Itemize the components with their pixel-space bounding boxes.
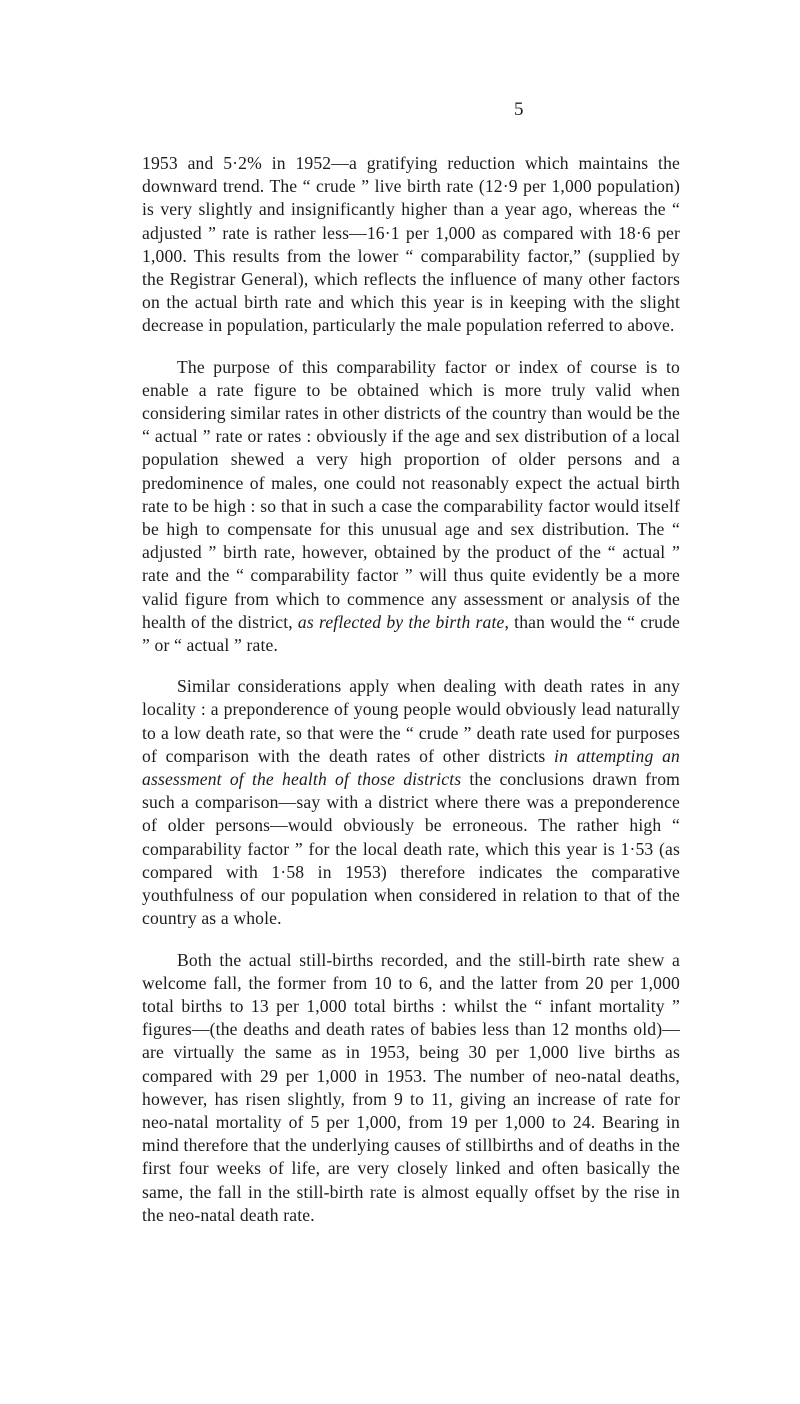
paragraph-comparability-factor [142, 356, 680, 658]
paragraph-text: the conclusions drawn from such a comparison—say with a district where there was a preponderence of older persons—would obviously be erroneous. The rather high “ comparability factor ” for the local death rate, which this year is 1·53 (as compared with 1·58 in 1953) therefore indicates the comparative youthfulness of our population when considered in relation to that of the country as a whole. [142, 769, 680, 929]
paragraph-still-births: Both the actual still-births recorded, and the still-birth rate shew a welcome fall, the former from 10 to 6, and the latter from 20 per 1,000 total births to 13 per 1,000 total births : whilst the “ infant mortality ” figures—(the deaths and death rates of babies less than 12 months old)—are virtually the same as in 1953, being 30 per 1,000 live births as compared with 29 per 1,000 in 1953. The number of neo-natal deaths, however, has risen slightly, from 9 to 11, giving an increase of rate for neo-natal mortality of 5 per 1,000, from 19 per 1,000 to 24. Bearing in mind therefore that the underlying causes of stillbirths and of deaths in the first four weeks of life, are very closely linked and often basically the same, the fall in the still-birth rate is almost equally offset by the rise in the neo-natal death rate. [142, 949, 680, 1225]
document-body [142, 152, 680, 1245]
paragraph-birth-rates: 1953 and 5·2% in 1952—a gratifying reduction which maintains the downward trend. The “ crude ” live birth rate (12·9 per 1,000 population) is very slightly and insignificantly higher than a year ago, whereas the “ adjusted ” rate is rather less—16·1 per 1,000 as compared with 18·6 per 1,000. This results from the lower “ comparability factor,” (supplied by the Registrar General), which reflects the influence of many other factors on the actual birth rate and which this year is in keeping with the slight decrease in population, particularly the male population referred to above. [142, 153, 680, 336]
paragraph-text: , than would the “ crude ” or “ actual ” rate. [142, 611, 681, 656]
paragraph-death-rates [142, 675, 680, 930]
emphasis-text: in attempting an assessment of the health of those districts [142, 745, 681, 790]
paragraph-text: The purpose of this comparability factor or index of course is to enable a rate figure to be obtained which is more truly valid when considering similar rates in other districts of the country than would be the “ actual ” rate or rates : obviously if the age and sex distribution of a local population shewed a very high proportion of older persons and a predominence of males, one could not reasonably expect the actual birth rate to be high : so that in such a case the comparability factor would itself be high to compensate for this unusual age and sex distribution. The “ adjusted ” birth rate, however, obtained by the product of the “ actual ” rate and the “ comparability factor ” will thus quite evidently be a more valid figure from which to commence any assessment or analysis of the health of the district, [142, 356, 680, 632]
paragraph-text: Similar considerations apply when dealing with death rates in any locality : a preponderence of young people would obviously lead naturally to a low death rate, so that were the “ crude ” death rate used for purposes of comparison with the death rates of other districts [142, 676, 680, 766]
emphasis-text: as reflected by the birth rate [297, 611, 505, 632]
page-number: 5 [514, 99, 524, 120]
